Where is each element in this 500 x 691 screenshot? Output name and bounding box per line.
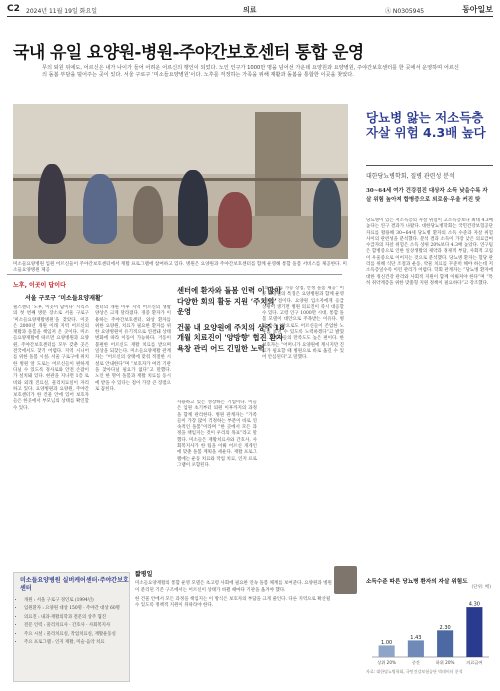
pull-quote: 센터에 환자와 돌봄 인력 이 많아 다양한 회의 활동 지원 ‘주치의’ 운영: [177, 286, 282, 316]
article-subhead: 서울 구로구 ‘미소들요양재활’: [25, 295, 103, 302]
article-column-2: 센터의 개원 이후 지역 어르신의 생활 양상은 크게 달라졌다. 경증 환자가 이용하는 주야간보호센터, 와상 환자를 위한 요양원, 치료가 필요한 환자를 위한 요양병원이 유기적으로 연결돼 상태 변화에 따라 이동이 가능하다. 거동이 불편한 어르신도 재활 치료를 받으며 일상을 되찾는다. 미소들요양재활 관계자는 “어르신의 상태에 맞춰 적절한 시설로 안내한다”며 “보호자가 여러 기관을 찾아다닐 필요가 없다”고 말했다. 노인 한 명이 돌봄과 재활 치료를 동시에 받을 수 있다는 점이 가장 큰 장점으로 꼽힌다.: [95, 305, 171, 392]
section-name: 의료: [243, 6, 257, 14]
chart-bar: [466, 607, 482, 657]
article-kicker: 노후, 이곳이 답이다: [13, 282, 66, 289]
comment-paragraph: 한 건물 안에서 모든 과정을 책임지는 이 방식은 보호자의 부담을 크게 줄인다. 다른 지역으로 확산될 수 있도록 정책적 지원이 뒤따라야 한다.: [135, 596, 331, 609]
lede-paragraph: 무의 퇴원 뒤에도, 어르신은 내가 나이가 들어 어려운 어르신의 행인이 되었다. 노인 인구가 1000만 명을 넘어선 가운데 요양원과 요양병원, 주야간보호센터를 한 곳에서 운영하며 어르신의 돌봄 부담을 덜어주는 곳이 있다. 서울 구로구 ‘미소들요양병원’이다. 노후를 걱정하는 가족을 위해 재활과 돌봄을 통합한 이곳을 찾았다.: [42, 65, 459, 79]
photo-person: [133, 186, 163, 244]
article-column-4: “의사 진료 가능 장점, 안정 돌봄 제공” 이곳 요양원의 특징은 요양병원과 함께 운영된다는 점이다. 요양원 입소자에게 응급 상황이 생기면 병원 의료진이 즉시 대응할 수 있다. 고령 인구 1000만 시대, 통합 돌봄 모델이 대안으로 주목받는 이유다. 병원 측은 “앞으로도 어르신들이 존엄한 노후를 보낼 수 있도록 노력하겠다”고 밝혔다. 보호자들의 만족도도 높은 편이다. 한 보호자는 “어머니가 요양원에 계시지만 진료가 필요할 때 병원으로 바로 옮길 수 있어 안심된다”고 말했다.: [262, 286, 344, 361]
suicide-risk-chart: [366, 577, 493, 681]
article-column-3: 사용하고 있는 성장하는 기업이다. 이들은 입원 초기부터 퇴원 이후까지의 과정을 함께 관리한다. 병원 관계자는 “가족들이 가장 많이 걱정하는 부분이 바로 연속적인 돌봄”이라며 “한 곳에서 모든 과정을 책임지는 것이 우리의 목표”라고 말했다. 미소들은 재활치료사와 간호사, 사회복지사가 한 팀을 이뤄 어르신 개개인에 맞춘 돌봄 계획을 세운다. 재활 프로그램에는 운동 치료와 작업 치료, 인지 프로그램이 포함된다.: [177, 400, 257, 468]
chart-category-label: 의료급여: [466, 660, 483, 665]
info-item: • 의료진 : 내과·재활의학과 전문의 상주 협진: [24, 614, 128, 622]
pull-quote: 건물 내 요양원에 주치의 상주 18개월 치료진이 '양방향' 협진 환자 욕창 관리 어드 긴밀한 노력: [177, 322, 285, 353]
article-photo: [13, 104, 348, 259]
page-header: [7, 3, 493, 15]
side-headline: 당뇨병 앓는 저소득층 자살 위험 4.3배 높다: [366, 110, 486, 140]
chart-bar: [408, 640, 424, 657]
chart-bar: [379, 645, 395, 657]
photo-door: [255, 112, 301, 218]
chart-unit: (단위: 배): [471, 585, 491, 590]
caption-rule: [7, 274, 342, 275]
chart-category-label: 상위 20%: [377, 660, 396, 665]
chart-bar: [437, 630, 453, 657]
side-subhead: 30~64세 여가 건강검진 대상자 소득 낮을수록 자살 위험 높아져 합병증으로 외로움·우울 커진 탓: [366, 188, 488, 203]
photo-person: [313, 178, 341, 248]
main-headline: 국내 유일 요양원-병원-주야간보호센터 통합 운영: [13, 43, 364, 63]
issue-date: 2024년 11월 19일 화요일: [26, 8, 98, 15]
comment-block: [135, 572, 335, 612]
issue-code: Ⓐ N0305945: [385, 8, 425, 15]
chart-source: 자료: 대한당뇨병학회, 국민건강보험공단 빅데이터 분석: [366, 669, 463, 674]
comment-label: 짧평일: [135, 571, 153, 578]
photo-caption: 미소들요양병원 입원 어르신들이 주야간보호센터에서 재활 프로그램에 참여하고 있다. 병원은 요양원과 주야간보호센터를 함께 운영해 통합 돌봄 서비스를 제공한다. 미소들요양병원 제공: [13, 262, 347, 273]
info-box: [13, 572, 130, 682]
chart-value-label: 4.30: [468, 601, 480, 608]
chart-category-label: 하위 20%: [435, 660, 455, 665]
chart-title: 소득수준 따른 당뇨병 환자의 자살 위험도: [366, 579, 468, 585]
chart-value-label: 1.00: [381, 639, 393, 646]
info-box-list: [16, 597, 128, 647]
page-number: C2: [7, 4, 20, 14]
chart-plot: [366, 591, 493, 669]
side-rule: [366, 165, 493, 166]
chart-value-label: 2.30: [439, 624, 451, 631]
info-item: • 개원 : 서울 구로구 경인로 (1994년): [24, 597, 128, 605]
photo-person: [218, 192, 252, 248]
newspaper-logo: 동아일보: [462, 5, 493, 14]
info-box-title: 미소들요양병원 실버케어센터·주야간보호센터: [20, 577, 129, 592]
comment-paragraph: 미소들요양재활의 통합 운영 모델은 초고령 사회에 필요한 연속 돌봄 체계를 보여준다. 요양원과 병원이 분리된 기존 구조에서는 어르신이 상태가 바뀔 때마다 기관을 옮겨야 했다.: [135, 581, 332, 593]
chart-value-label: 1.43: [410, 634, 422, 641]
info-item: • 전문 인력 : 물리치료사 · 간호사 · 사회복지사: [24, 622, 128, 630]
side-body: 당뇨병이 있는 저소득층의 자살 위험이 고소득층보다 최대 4.3배 높다는 연구 결과가 나왔다. 대한당뇨병학회는 국민건강보험공단 자료를 활용해 30~64세 당뇨병 환자의 소득 수준과 자살 위험 사이의 관련성을 분석했다. 분석 결과 소득이 가장 낮은 의료급여 수급자의 자살 위험은 소득 상위 20%보다 4.3배 높았다. 연구팀은 합병증으로 인한 일상생활의 제약과 경제적 부담, 사회적 고립이 우울증으로 이어지는 것으로 분석했다. 당뇨병 환자는 혈당 관리를 위해 식단 조절과 운동, 약물 치료를 꾸준히 해야 하는데 저소득층일수록 이런 관리가 어렵다. 학회 관계자는 “당뇨병 환자에 대한 정신건강 관리와 사회적 지원이 함께 이뤄져야 한다”며 “특히 취약계층을 위한 맞춤형 지원 정책이 필요하다”고 강조했다.: [366, 218, 493, 286]
reporter-photo: [334, 566, 357, 594]
photo-person: [178, 170, 208, 246]
photo-person: [38, 164, 66, 244]
photo-person: [83, 174, 117, 244]
chart-category-label: 중간: [411, 660, 420, 665]
info-item: • 주요 프로그램 : 인지 재활, 미술·음악 치료: [24, 639, 128, 647]
info-item: • 입원환자 : 요양원 대상 150명 · 주야간 대상 60명: [24, 605, 128, 613]
side-source: 대한당뇨병학회, 질병 관련성 분석: [366, 173, 455, 180]
header-rule: [7, 16, 493, 17]
article-column-1: 필스센터 ‘노후, 이곳이 답이다’ 시리즈의 첫 번째 방문 장소로 서울 구로구 ‘미소들요양재활병원’을 찾았다. 이곳은 2000년 개원 이래 지역 어르신의 재활과 돌봄을 책임져 온 곳이다. 미소들요양재활에 따르면 요양병원과 요양원, 주야간보호센터를 모두 갖춘 곳은 전국에서도 찾기 어렵다. 지역 시니어를 위한 돌봄 시설: 서울 구로구에 위치한 병원 앞 도로는 어르신들이 편하게 다닐 수 있도록 경사로와 안전 손잡이가 설치돼 있다. 현관을 지나면 1층 로비와 외래 진료실, 물리치료실이 자리하고 있다. 요양병원과 요양원, 주야간보호센터가 한 건물 안에 있어 보호자들은 한곳에서 부모님의 상태를 확인할 수 있다.: [13, 305, 89, 411]
info-item: • 주요 시설 : 물리치료실, 작업치료실, 재활운동실: [24, 631, 128, 639]
